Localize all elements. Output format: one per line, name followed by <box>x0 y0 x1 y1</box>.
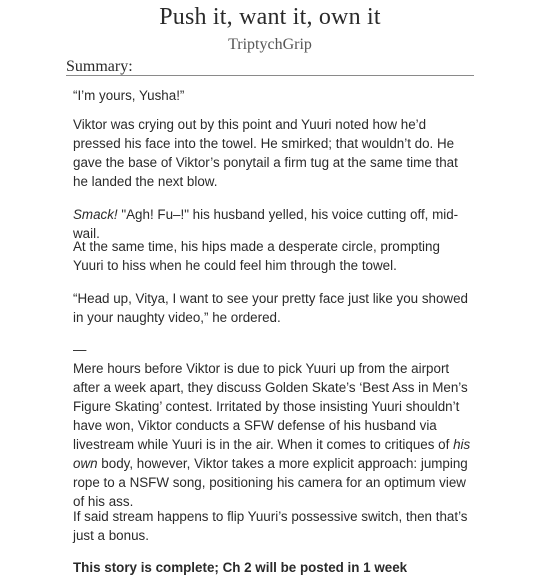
summary-paragraph-1: Viktor was crying out by this point and Yuuri noted how he’d pressed his face into the towel. He smirked; that wouldn’t do. He gave the base of Viktor’s ponytail a firm tug at the same time that he landed the next blow. <box>73 117 458 189</box>
summary-paragraph-5-text-a: Mere hours before Viktor is due to pick Yuuri up from the airport after a week apart, they discuss Golden Skate’s ‘Best Ass in Men’s Figure Skating’ contest. Irritated by those insisting Yuuri shouldn’t have won, Viktor conducts a SFW defense of his husband via livestream while Yuuri is in the air. When it comes to critiques of <box>73 361 468 452</box>
summary-paragraph-2-emphasis: Smack! <box>73 207 118 222</box>
summary-paragraph-5-emphasis: his own <box>73 437 471 471</box>
summary-paragraph-4: “Head up, Vitya, I want to see your pretty face just like you showed in your naughty video,” he ordered. <box>73 291 468 325</box>
summary-paragraph-2-text: "Agh! Fu–!" his husband yelled, his voice cutting off, mid-wail. <box>73 207 459 241</box>
story-status: This story is complete; Ch 2 will be posted in 1 week <box>73 560 408 575</box>
summary-separator: — <box>73 342 87 357</box>
summary-paragraph-6: If said stream happens to flip Yuuri’s possessive switch, then that’s just a bonus. <box>73 509 468 543</box>
work-author[interactable]: TriptychGrip <box>228 36 312 53</box>
summary-paragraph-5-text-b: body, however, Viktor takes a more explicit approach: jumping rope to a NSFW song, positioning his camera for an optimum view of his ass. <box>73 456 468 509</box>
summary-heading: Summary: <box>66 58 474 76</box>
summary-paragraph-5 <box>73 359 473 511</box>
summary-quote: “I’m yours, Yusha!” <box>73 88 185 103</box>
summary-paragraph-3: At the same time, his hips made a desperate circle, prompting Yuuri to hiss when he could feel him through the towel. <box>73 239 440 273</box>
work-title: Push it, want it, own it <box>159 4 381 30</box>
